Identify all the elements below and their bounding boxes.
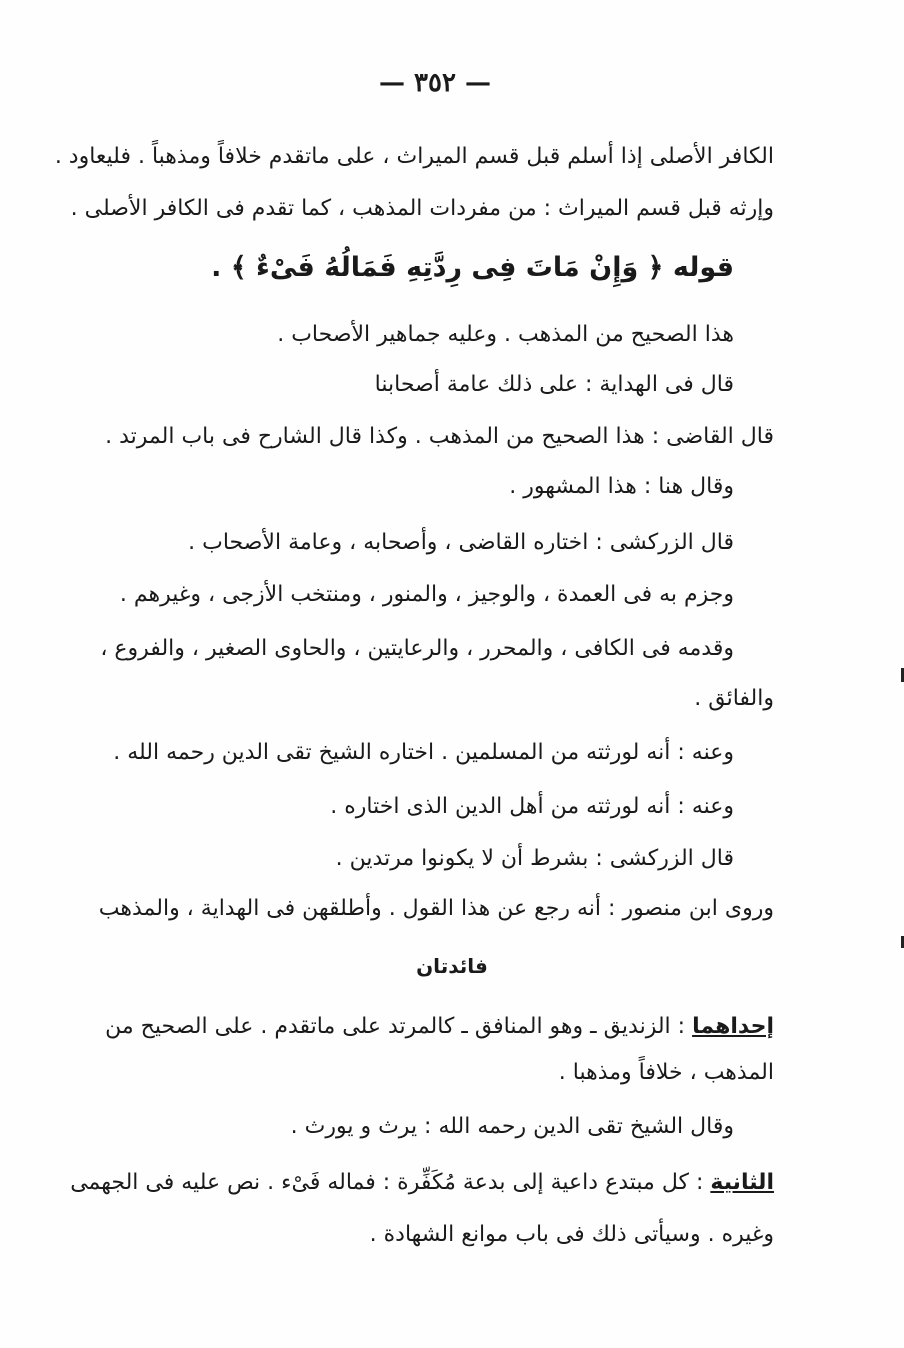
text-line: والفائق . bbox=[694, 686, 774, 711]
benefit-text: : الزنديق ـ وهو المنافق ـ كالمرتد على ماتقدم . على الصحيح من bbox=[105, 1014, 693, 1039]
text-line: قال فى الهداية : على ذلك عامة أصحابنا bbox=[374, 372, 734, 397]
quoted-heading: قوله ﴿ وَإِنْ مَاتَ فِى رِدَّتِهِ فَمَالُهُ فَىْءٌ ﴾ . bbox=[211, 252, 734, 283]
text-line: وروى ابن منصور : أنه رجع عن هذا القول . وأطلقهن فى الهداية ، والمذهب bbox=[98, 896, 774, 921]
text-line: هذا الصحيح من المذهب . وعليه جماهير الأصحاب . bbox=[277, 322, 734, 347]
text-line: الكافر الأصلى إذا أسلم قبل قسم الميراث ، على ماتقدم خلافاً ومذهباً . فليعاود . bbox=[54, 144, 774, 169]
section-title: فائدتان bbox=[416, 954, 488, 978]
benefit-line bbox=[134, 1056, 774, 1092]
benefit-lead: إحداهما bbox=[692, 1014, 774, 1039]
text-line: قال الزركشى : بشرط أن لا يكونوا مرتدين . bbox=[335, 846, 734, 871]
text-line: وقال هنا : هذا المشهور . bbox=[509, 474, 734, 499]
benefit-text: وغيره . وسيأتى ذلك فى باب موانع الشهادة . bbox=[369, 1222, 774, 1247]
text-line: وقدمه فى الكافى ، والمحرر ، والرعايتين ، والحاوى الصغير ، والفروع ، bbox=[100, 636, 734, 661]
text-line: وجزم به فى العمدة ، والوجيز ، والمنور ، ومنتخب الأزجى ، وغيرهم . bbox=[119, 582, 734, 607]
benefit-text: وقال الشيخ تقى الدين رحمه الله : يرث و يورث . bbox=[290, 1114, 734, 1139]
benefit-line bbox=[70, 1166, 774, 1202]
benefit-line bbox=[105, 1010, 774, 1046]
text-line: قال القاضى : هذا الصحيح من المذهب . وكذا قال الشارح فى باب المرتد . bbox=[105, 424, 774, 449]
benefit-lead: الثانية bbox=[710, 1170, 774, 1195]
text-line: قال الزركشى : اختاره القاضى ، وأصحابه ، وعامة الأصحاب . bbox=[188, 530, 734, 555]
text-line: وإرثه قبل قسم الميراث : من مفردات المذهب ، كما تقدم فى الكافر الأصلى . bbox=[70, 196, 774, 221]
benefit-line bbox=[134, 1110, 734, 1146]
text-line: وعنه : أنه لورثته من المسلمين . اختاره الشيخ تقى الدين رحمه الله . bbox=[113, 740, 734, 765]
page-number: — ٣٥٢ — bbox=[378, 68, 492, 98]
text-line: وعنه : أنه لورثته من أهل الدين الذى اختاره . bbox=[330, 794, 734, 819]
benefit-text: : كل مبتدع داعية إلى بدعة مُكَفِّرة : فماله فَىْء . نص عليه فى الجهمى bbox=[70, 1170, 711, 1195]
benefit-text: المذهب ، خلافاً ومذهبا . bbox=[558, 1060, 774, 1085]
benefit-line bbox=[134, 1218, 774, 1254]
